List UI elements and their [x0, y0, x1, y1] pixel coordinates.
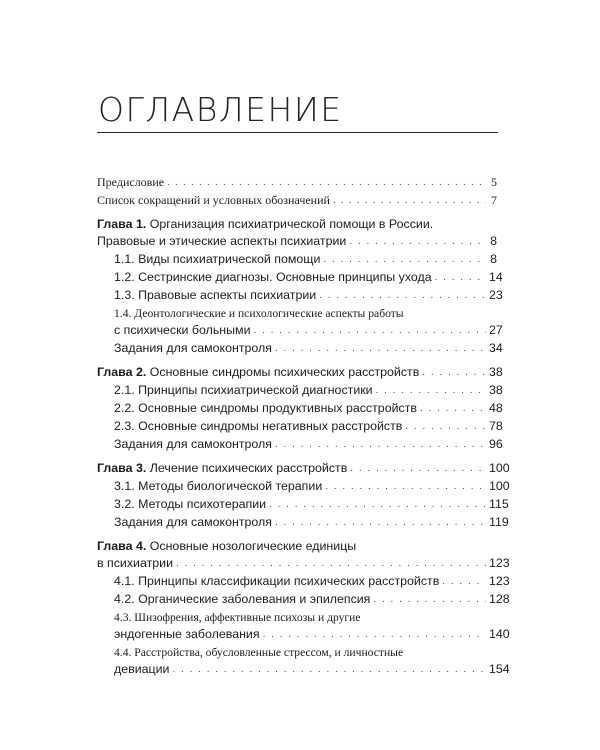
page-number: 38	[489, 365, 503, 379]
section-title-line1: 1.4. Деонтологические и психологические аспекты работы	[114, 307, 404, 320]
section-title: Задания для самоконтроля	[114, 341, 272, 355]
chapter-heading[interactable]	[97, 538, 510, 572]
leader-dots	[319, 291, 486, 301]
page-number: 27	[489, 323, 503, 337]
page-number: 128	[489, 592, 510, 606]
toc-section[interactable]	[114, 609, 510, 643]
page-number: 34	[489, 341, 503, 355]
chapter-heading[interactable]	[97, 216, 497, 250]
toc-section[interactable]	[114, 478, 510, 495]
toc-section[interactable]	[114, 269, 503, 286]
toc-section[interactable]	[114, 573, 510, 590]
leader-dots	[435, 273, 486, 283]
section-title: 2.2. Основные синдромы продуктивных расстройств	[114, 401, 417, 415]
leader-dots	[275, 440, 486, 450]
title-rule	[97, 132, 498, 133]
page-number: 23	[489, 288, 503, 302]
chapter-1	[97, 216, 503, 357]
page-number: 140	[489, 627, 510, 641]
toc-section[interactable]	[114, 418, 503, 435]
chapter-title: Лечение психических расстройств	[149, 461, 348, 475]
page-number: 100	[489, 479, 510, 493]
chapter-4	[97, 538, 510, 678]
section-title: 1.3. Правовые аспекты психиатрии	[114, 288, 317, 302]
toc-entry-abbreviations[interactable]	[97, 192, 497, 209]
toc-section[interactable]	[114, 251, 497, 268]
toc-section[interactable]	[114, 591, 510, 608]
toc-section[interactable]	[114, 400, 503, 417]
section-title: Задания для самоконтроля	[114, 515, 272, 529]
leader-dots	[376, 386, 486, 396]
section-title-line1: 4.3. Шизофрения, аффективные психозы и другие	[114, 611, 361, 624]
toc-section-self-check[interactable]	[114, 436, 503, 453]
section-title: 3.1. Методы биологической терапии	[114, 479, 323, 493]
leader-dots	[172, 665, 486, 675]
section-title: 1.1. Виды психиатрической помощи	[114, 252, 321, 266]
chapter-label: Глава 1.	[97, 217, 147, 231]
page-number: 14	[489, 270, 503, 284]
toc-entry-preface[interactable]	[97, 174, 497, 191]
page-number: 154	[489, 662, 510, 676]
toc-section-self-check[interactable]	[114, 340, 503, 357]
toc-section[interactable]	[114, 644, 510, 678]
page-number: 123	[489, 574, 510, 588]
chapter-heading[interactable]	[97, 364, 503, 381]
chapter-heading[interactable]	[97, 460, 510, 477]
leader-dots	[422, 368, 486, 378]
leader-dots	[405, 422, 486, 432]
leader-dots	[349, 237, 486, 247]
leader-dots	[323, 255, 486, 265]
leader-dots	[269, 500, 486, 510]
page-number: 123	[489, 556, 510, 570]
section-title: 1.2. Сестринские диагнозы. Основные принципы ухода	[114, 270, 432, 284]
page-title: ОГЛАВЛЕНИЕ	[98, 90, 343, 129]
chapter-label: Глава 2.	[97, 365, 147, 379]
page-number: 5	[491, 175, 497, 189]
chapter-title-line2: Правовые и этические аспекты психиатрии	[97, 234, 347, 248]
leader-dots	[350, 464, 486, 474]
chapter-2	[97, 364, 503, 453]
leader-dots	[373, 595, 486, 605]
page-number: 38	[489, 383, 503, 397]
leader-dots	[442, 577, 486, 587]
toc-entry-text: Предисловие	[97, 175, 165, 189]
section-title-line1: 4.4. Расстройства, обусловленные стрессом, и личностные	[114, 646, 404, 659]
leader-dots	[275, 344, 486, 354]
page-number: 78	[489, 419, 503, 433]
page-number: 8	[490, 234, 497, 248]
page-number: 48	[489, 401, 503, 415]
page-number: 96	[489, 437, 503, 451]
section-title: 4.1. Принципы классификации психических расстройств	[114, 574, 440, 588]
section-title-line2: девиации	[114, 662, 170, 676]
page-number: 7	[491, 193, 497, 207]
page-number: 119	[489, 515, 509, 529]
leader-dots	[325, 482, 486, 492]
toc-section[interactable]	[114, 305, 503, 339]
chapter-title: Основные синдромы психических расстройств	[149, 365, 420, 379]
section-title: 3.2. Методы психотерапии	[114, 497, 267, 511]
leader-dots	[176, 559, 486, 569]
page-number: 115	[489, 497, 509, 511]
toc-section[interactable]	[114, 287, 503, 304]
section-title: Задания для самоконтроля	[114, 437, 272, 451]
chapter-label: Глава 4.	[97, 539, 147, 553]
section-title-line2: эндогенные заболевания	[114, 627, 260, 641]
leader-dots	[254, 326, 487, 336]
table-of-contents	[97, 174, 510, 679]
chapter-title-line1: Организация психиатрической помощи в России.	[149, 217, 434, 231]
chapter-title-line2: в психиатрии	[97, 556, 173, 570]
page-number: 8	[490, 252, 497, 266]
toc-section[interactable]	[114, 496, 509, 513]
toc-entry-text: Список сокращений и условных обозначений	[97, 193, 330, 207]
page-number: 100	[489, 461, 510, 475]
section-title: 2.1. Принципы психиатрической диагностики	[114, 383, 373, 397]
toc-section-self-check[interactable]	[114, 514, 509, 531]
chapter-title-line1: Основные нозологические единицы	[149, 539, 357, 553]
chapter-label: Глава 3.	[97, 461, 147, 475]
leader-dots	[420, 404, 486, 414]
leader-dots	[275, 518, 486, 528]
section-title: 4.2. Органические заболевания и эпилепсия	[114, 592, 371, 606]
section-title: 2.3. Основные синдромы негативных расстройств	[114, 419, 403, 433]
section-title-line2: с психически больными	[114, 323, 251, 337]
chapter-3	[97, 460, 510, 531]
leader-dots	[333, 196, 486, 206]
leader-dots	[167, 178, 486, 188]
leader-dots	[263, 630, 486, 640]
toc-section[interactable]	[114, 382, 503, 399]
